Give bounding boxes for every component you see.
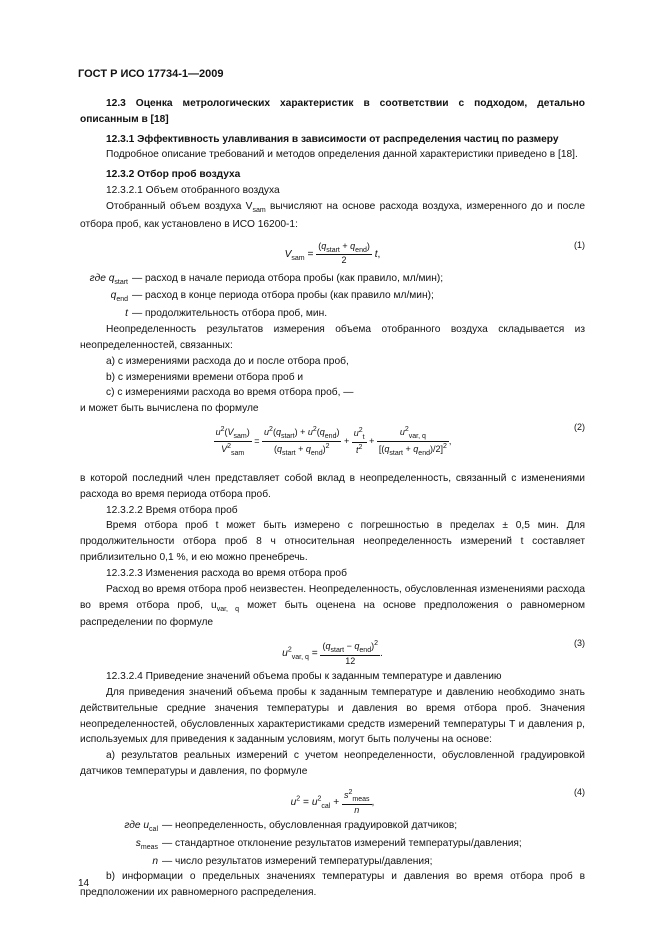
list-item-a: а) с измерениями расхода до и после отбора проб, (106, 355, 349, 367)
equation-2: $\frac{u^2(V_{sam})}{V^2_{sam}}$ = $\frac{u^2(q_{start}) + u^2(q_{end})}{(q_{start} + q_{end})^2}$ + $\frac{u^2_t}{t^2}$ + $\frac{u^2_{var, q}}{[(q_{start} + q_{end})/2]^2}$ , (2) (215, 422, 585, 457)
equation-2-number: (2) (574, 422, 585, 432)
uncertainty-text: Неопределенность результатов измерения объема отобранного воздуха складывается из неопределенностей, связанных: (80, 324, 585, 351)
where-item: где $u_{cal}$ — неопределенность, обусловленная градуировкой датчиков; (124, 819, 458, 833)
section-12-3-2-3-title: 12.3.2.3 Изменения расхода во время отбора проб (106, 567, 347, 579)
section-12-3-2-4-item-b: b) информации о предельных значениях температуры и давления во время отбора проб в предположении их равномерного распределения. (80, 871, 585, 899)
list-item-b: b) с измерениями времени отбора проб и (106, 371, 304, 383)
section-12-3-2-2-text: Время отбора проб t может быть измерено с погрешностью в пределах ± 0,5 мин. Для продолжительности отбора проб 8 ч относительная неопределенность измерений t составляет приблизительно 0,1 %, и ею можно пренебречь. (80, 520, 585, 564)
where-item: где $q_{start}$ — расход в начале периода отбора пробы (как правило, мл/мин); (89, 272, 444, 286)
equation-4: $u^2 = u^2_{cal}$ + $\frac{s^2_{meas}}{n}$ , (4) (290, 786, 585, 815)
list-after: и может быть вычислена по формуле (80, 403, 259, 415)
equation-4-number: (4) (574, 786, 585, 797)
equation-1: $V_{sam}$ = $\frac{(q_{start} + q_{end})}{2}$ t, (1) (284, 239, 585, 266)
section-12-3-1-text: Подробное описание требований и методов определения данной характеристики приведено в [18]. (106, 149, 578, 161)
section-12-3-title: 12.3 Оценка метрологических характеристик в соответствии с подходом, детально описанным в [18] (80, 98, 585, 125)
section-12-3-2-title: 12.3.2 Отбор проб воздуха (106, 169, 241, 181)
standard-header: ГОСТ Р ИСО 17734-1—2009 (78, 68, 224, 80)
section-12-3-2-4-title: 12.3.2.4 Приведение значений объема пробы к заданным температуре и давлению (106, 671, 502, 683)
where-item: n — число результатов измерений температуры/давления; (152, 855, 433, 867)
page-number: 14 (78, 878, 90, 889)
section-12-3-2-2-title: 12.3.2.2 Время отбора проб (106, 504, 238, 516)
equation-3-number: (3) (574, 638, 585, 649)
equation-1-number: (1) (574, 239, 585, 250)
section-12-3-1-title: 12.3.1 Эффективность улавливания в зависимости от распределения частиц по размеру (106, 133, 559, 145)
section-12-3-2-1-text: Отобранный объем воздуха $V_{sam}$ вычисляют на основе расхода воздуха, измеренного до и после отбора проб, как установлено в ИСО 16200-1: (80, 200, 585, 230)
where-item: t — продолжительность отбора проб, мин. (125, 308, 328, 320)
where-item: $q_{end}$ — расход в конце периода отбора пробы (как правило мл/мин); (110, 290, 434, 304)
section-12-3-2-4-text: Для приведения значений объема пробы к заданным температуре и давлению необходимо знать действительные средние значения температуры и давления во время отбора проб. Значения неопределенностей, обусловленных характеристиками средств измерений температуры T и давления p, используемых для приведения к заданным условиям, могут быть получены на основе: (80, 687, 585, 746)
equation-3: $u^2_{var, q}$ = $\frac{(q_{start} - q_{end})^2}{12}$ . (3) (282, 638, 585, 667)
list-item-c: c) с измерениями расхода во время отбора проб, — (106, 387, 354, 399)
where-list-4 (80, 818, 585, 870)
where-list-1 (80, 271, 585, 323)
section-12-3-2-3-text: Расход во время отбора проб неизвестен. Неопределенность, обусловленная изменениями расхода во время отбора проб, $u_{var, q}$ может быть оценена на основе предположения о равномерном распределении по формуле (80, 583, 586, 629)
where-item: $s_{meas}$ — стандартное отклонение результатов измерений температуры/давления; (135, 837, 522, 851)
equation-2-explanation: в которой последний член представляет собой вклад в неопределенность, связанный с изменениями расхода во время периода отбора проб. (80, 473, 585, 500)
section-12-3-2-4-item-a: а) результатов реальных измерений с учетом неопределенности, обусловленной градуировкой датчиков температуры и давления, по формуле (80, 750, 585, 778)
document-body (80, 96, 585, 901)
section-12-3-2-1-title: 12.3.2.1 Объем отобранного воздуха (106, 185, 280, 197)
